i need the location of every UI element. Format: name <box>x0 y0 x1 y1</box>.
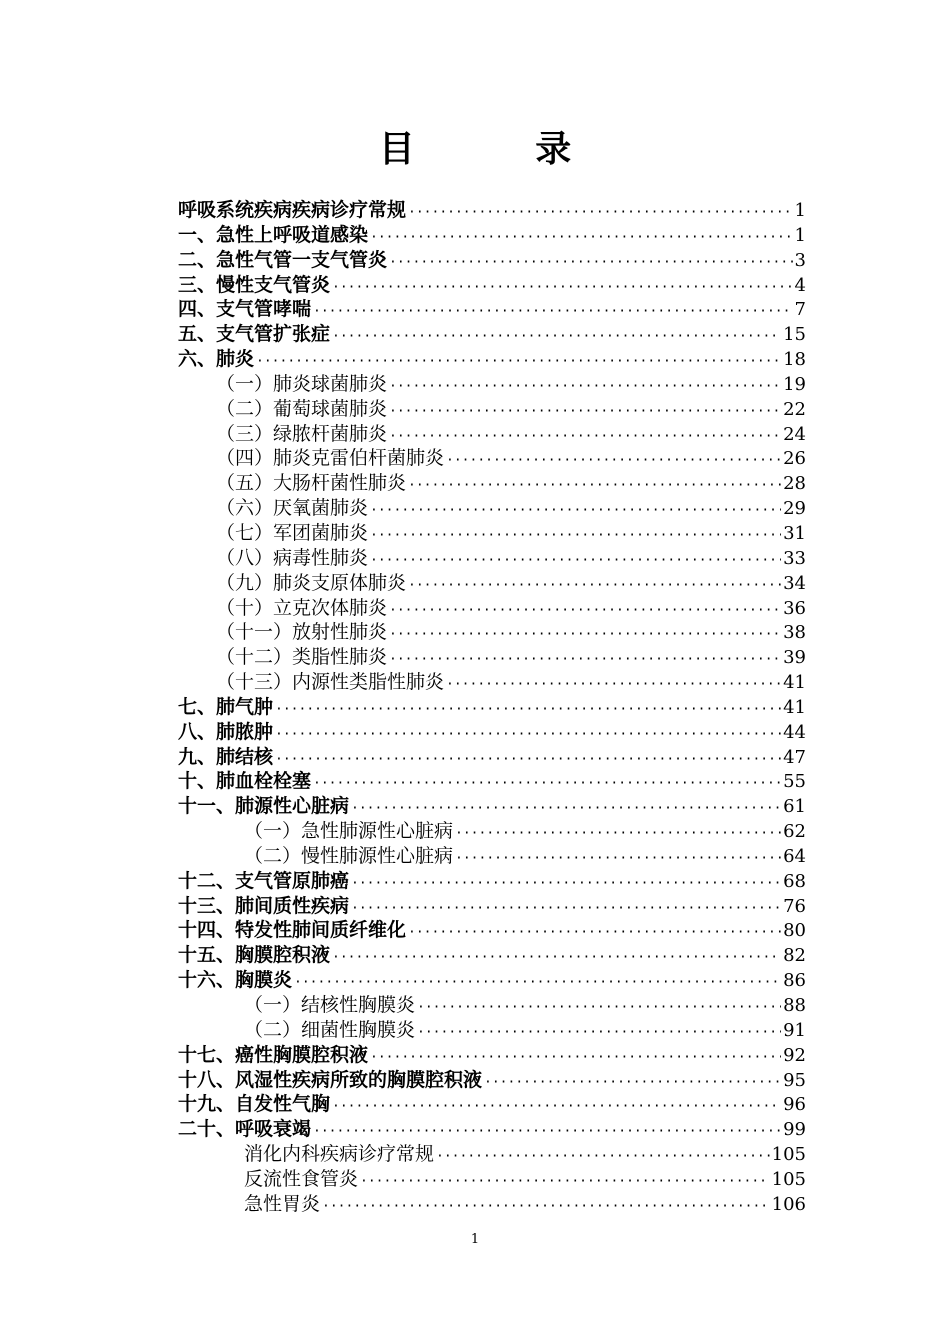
toc-entry-label: （十二）类脂性肺炎 <box>216 646 388 669</box>
toc-entry-page-number: 96 <box>783 1094 806 1116</box>
toc-entry-label: 十九、自发性气胸 <box>178 1093 331 1116</box>
toc-entry[interactable] <box>178 670 806 695</box>
toc-entry-page-number: 106 <box>771 1193 806 1215</box>
toc-entry[interactable] <box>178 422 806 447</box>
toc-entry[interactable] <box>178 918 806 943</box>
table-of-contents <box>178 198 806 1217</box>
page-number: 1 <box>470 1232 480 1247</box>
dot-leader <box>408 921 781 946</box>
dot-leader <box>332 325 781 350</box>
toc-entry[interactable] <box>178 248 806 273</box>
toc-entry[interactable] <box>178 347 806 372</box>
toc-entry-label: 消化内科疾病诊疗常规 <box>244 1143 435 1166</box>
dot-leader <box>408 201 793 226</box>
toc-entry-page-number: 80 <box>783 920 806 942</box>
toc-entry-label: （三）绿脓杆菌肺炎 <box>216 422 388 445</box>
toc-entry-label: 十二、支气管原肺癌 <box>178 869 350 892</box>
toc-entry-label: 十六、胸膜炎 <box>178 969 293 992</box>
dot-leader <box>332 276 793 301</box>
dot-leader <box>417 996 781 1021</box>
toc-entry-page-number: 1 <box>794 224 806 246</box>
dot-leader <box>389 400 781 425</box>
toc-entry-page-number: 26 <box>783 448 806 470</box>
toc-entry[interactable] <box>178 596 806 621</box>
toc-entry-page-number: 39 <box>783 647 806 669</box>
toc-entry-label: （十）立克次体肺炎 <box>216 596 388 619</box>
toc-entry-label: （二）慢性肺源性心脏病 <box>244 844 454 867</box>
toc-entry-page-number: 41 <box>783 672 806 694</box>
toc-entry[interactable] <box>178 695 806 720</box>
dot-leader <box>332 1095 781 1120</box>
toc-entry-page-number: 44 <box>783 721 806 743</box>
toc-entry[interactable] <box>178 273 806 298</box>
toc-entry-label: （四）肺炎克雷伯杆菌肺炎 <box>216 447 445 470</box>
toc-entry-page-number: 28 <box>783 473 806 495</box>
toc-entry[interactable] <box>178 521 806 546</box>
dot-leader <box>275 748 781 773</box>
toc-entry-page-number: 105 <box>771 1144 806 1166</box>
toc-entry-page-number: 7 <box>794 299 806 321</box>
toc-entry-label: （九）肺炎支原体肺炎 <box>216 571 407 594</box>
toc-entry-label: 十五、胸膜腔积液 <box>178 944 331 967</box>
toc-entry[interactable] <box>178 745 806 770</box>
toc-entry[interactable] <box>178 993 806 1018</box>
toc-entry[interactable] <box>178 894 806 919</box>
toc-entry-page-number: 24 <box>783 423 806 445</box>
toc-entry-label: 十三、肺间质性疾病 <box>178 894 350 917</box>
toc-entry-page-number: 88 <box>783 995 806 1016</box>
toc-entry-page-number: 34 <box>783 572 806 594</box>
dot-leader <box>484 1071 781 1096</box>
page-title: 目 录 <box>378 129 626 170</box>
dot-leader <box>370 499 781 524</box>
toc-entry-page-number: 29 <box>783 498 806 520</box>
dot-leader <box>351 872 781 897</box>
dot-leader <box>275 723 781 748</box>
toc-entry-label: 十七、癌性胸膜腔积液 <box>178 1043 369 1066</box>
dot-leader <box>417 1021 781 1046</box>
toc-entry-label: 一、急性上呼吸道感染 <box>178 223 369 246</box>
toc-entry[interactable] <box>178 198 806 223</box>
toc-entry-page-number: 41 <box>783 696 806 718</box>
toc-entry-label: （十一）放射性肺炎 <box>216 621 388 644</box>
toc-entry[interactable] <box>178 1043 806 1068</box>
toc-entry-label: 十四、特发性肺间质纤维化 <box>178 919 407 942</box>
toc-entry[interactable] <box>178 645 806 670</box>
toc-entry-page-number: 92 <box>783 1044 806 1066</box>
toc-entry[interactable] <box>178 794 806 819</box>
toc-entry[interactable] <box>178 397 806 422</box>
toc-entry-label: 六、肺炎 <box>178 348 255 371</box>
toc-entry-label: （七）军团菌肺炎 <box>216 521 369 544</box>
toc-entry-label: 五、支气管扩张症 <box>178 323 331 346</box>
toc-entry-label: （二）细菌性胸膜炎 <box>244 1018 416 1041</box>
toc-entry[interactable] <box>178 1167 806 1192</box>
toc-entry-page-number: 15 <box>783 324 806 346</box>
toc-entry-label: 十一、肺源性心脏病 <box>178 795 350 818</box>
toc-entry-label: （二）葡萄球菌肺炎 <box>216 397 388 420</box>
toc-entry-label: 八、肺脓肿 <box>178 720 274 743</box>
dot-leader <box>322 1195 770 1220</box>
toc-entry[interactable] <box>178 968 806 993</box>
toc-entry[interactable] <box>178 471 806 496</box>
toc-entry-page-number: 76 <box>783 895 806 917</box>
toc-entry-label: 十、肺血栓栓塞 <box>178 770 312 793</box>
toc-entry[interactable] <box>178 819 806 844</box>
toc-entry-page-number: 36 <box>783 597 806 619</box>
toc-entry-page-number: 18 <box>783 349 806 371</box>
toc-entry-page-number: 1 <box>794 200 806 221</box>
toc-entry-page-number: 47 <box>783 746 806 768</box>
toc-entry-page-number: 3 <box>794 249 806 271</box>
dot-leader <box>455 822 781 847</box>
toc-entry[interactable] <box>178 1092 806 1117</box>
toc-entry[interactable] <box>178 844 806 869</box>
toc-entry-page-number: 68 <box>783 870 806 892</box>
dot-leader <box>389 425 781 450</box>
dot-leader <box>370 524 781 549</box>
toc-entry-label: （八）病毒性肺炎 <box>216 546 369 569</box>
toc-entry[interactable] <box>178 496 806 521</box>
toc-entry-page-number: 91 <box>783 1019 806 1041</box>
dot-leader <box>446 673 781 698</box>
toc-entry-page-number: 86 <box>783 970 806 992</box>
toc-entry[interactable] <box>178 223 806 248</box>
dot-leader <box>370 549 781 574</box>
dot-leader <box>313 772 781 797</box>
toc-entry-label: 三、慢性支气管炎 <box>178 273 331 296</box>
toc-entry-label: （六）厌氧菌肺炎 <box>216 497 369 520</box>
toc-entry-page-number: 38 <box>783 622 806 644</box>
toc-entry[interactable] <box>178 720 806 745</box>
toc-entry-label: 急性胃炎 <box>244 1192 321 1215</box>
dot-leader <box>408 574 781 599</box>
dot-leader <box>370 226 793 251</box>
toc-entry[interactable] <box>178 943 806 968</box>
toc-entry-label: 十八、风湿性疾病所致的胸膜腔积液 <box>178 1068 483 1091</box>
toc-entry-page-number: 22 <box>783 398 806 420</box>
toc-entry-label: 二、急性气管一支气管炎 <box>178 248 388 271</box>
toc-entry[interactable] <box>178 372 806 397</box>
toc-entry-label: （一）急性肺源性心脏病 <box>244 820 454 843</box>
toc-entry[interactable] <box>178 1018 806 1043</box>
toc-entry-page-number: 99 <box>783 1119 806 1141</box>
toc-entry[interactable] <box>178 620 806 645</box>
toc-entry-label: （一）肺炎球菌肺炎 <box>216 372 388 395</box>
dot-leader <box>351 897 781 922</box>
dot-leader <box>389 251 793 276</box>
toc-entry-label: 七、肺气肿 <box>178 695 274 718</box>
toc-entry-page-number: 19 <box>783 373 806 395</box>
toc-entry-label: 四、支气管哮喘 <box>178 298 312 321</box>
toc-entry-page-number: 55 <box>783 771 806 793</box>
toc-entry-page-number: 95 <box>783 1069 806 1091</box>
toc-entry-page-number: 4 <box>794 274 806 296</box>
toc-entry-page-number: 82 <box>783 945 806 967</box>
toc-entry-page-number: 105 <box>771 1168 806 1190</box>
toc-entry-label: 呼吸系统疾病疾病诊疗常规 <box>178 199 407 221</box>
dot-leader <box>332 946 781 971</box>
toc-entry[interactable] <box>178 322 806 347</box>
toc-entry[interactable] <box>178 869 806 894</box>
dot-leader <box>360 1170 770 1195</box>
toc-entry[interactable] <box>178 1192 806 1217</box>
toc-entry-label: （一）结核性胸膜炎 <box>244 994 416 1016</box>
toc-entry[interactable] <box>178 571 806 596</box>
toc-entry-label: （十三）内源性类脂性肺炎 <box>216 671 445 694</box>
toc-entry-page-number: 64 <box>783 845 806 867</box>
toc-entry[interactable] <box>178 1117 806 1142</box>
toc-entry-label: （五）大肠杆菌性肺炎 <box>216 472 407 495</box>
dot-leader <box>389 648 781 673</box>
dot-leader <box>436 1145 770 1170</box>
toc-entry-label: 二十、呼吸衰竭 <box>178 1118 312 1141</box>
toc-entry[interactable] <box>178 446 806 471</box>
dot-leader <box>408 474 781 499</box>
dot-leader <box>275 698 781 723</box>
toc-entry[interactable] <box>178 297 806 322</box>
dot-leader <box>389 623 781 648</box>
toc-entry-page-number: 62 <box>783 821 806 843</box>
toc-entry-label: 九、肺结核 <box>178 745 274 768</box>
dot-leader <box>313 300 793 325</box>
toc-entry[interactable] <box>178 1142 806 1167</box>
toc-entry[interactable] <box>178 1068 806 1093</box>
toc-entry-page-number: 31 <box>783 522 806 544</box>
toc-entry[interactable] <box>178 769 806 794</box>
toc-entry-page-number: 61 <box>783 796 806 818</box>
dot-leader <box>455 847 781 872</box>
dot-leader <box>446 449 781 474</box>
dot-leader <box>389 375 781 400</box>
toc-entry-page-number: 33 <box>783 547 806 569</box>
toc-entry[interactable] <box>178 546 806 571</box>
toc-entry-label: 反流性食管炎 <box>244 1167 359 1190</box>
dot-leader <box>389 599 781 624</box>
